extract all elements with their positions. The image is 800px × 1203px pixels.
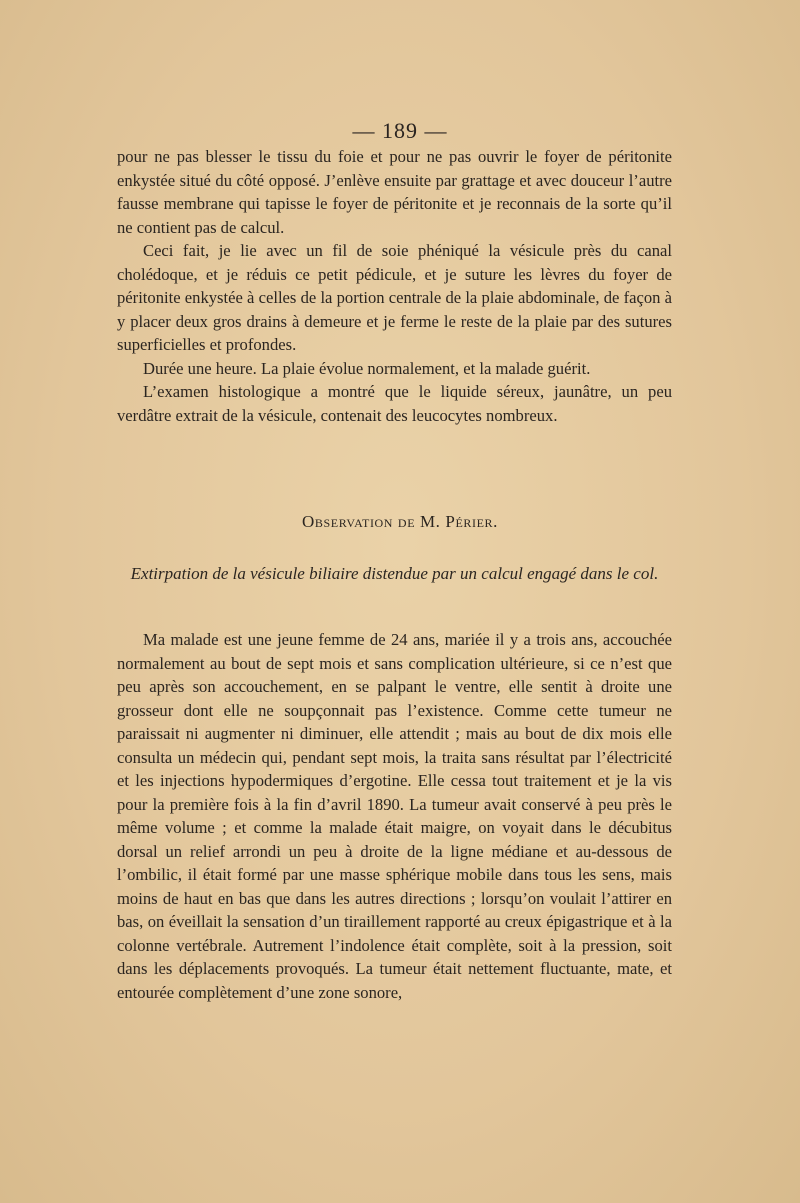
paragraph: L’examen histologique a montré que le liquide séreux, jaunâtre, un peu verdâtre extrait de la vésicule, contenait des leucocytes nombreux.	[117, 382, 672, 425]
observation-subtitle: Extirpation de la vésicule biliaire distendue par un calcul engagé dans le col.	[130, 564, 659, 583]
paragraph: pour ne pas blesser le tissu du foie et pour ne pas ouvrir le foyer de péritonite enkystée situé du côté opposé. J’enlève ensuite par grattage et avec douceur l’autre fausse membrane qui tapisse le foyer de péritonite et je reconnais de la sorte qu’il ne contient pas de calcul.	[117, 147, 672, 237]
top-text-block	[117, 145, 672, 427]
paragraph: Durée une heure. La plaie évolue normalement, et la malade guérit.	[143, 358, 591, 378]
bottom-text-block	[117, 628, 672, 1004]
observation-title: Observation de M. Périer.	[302, 512, 498, 531]
paragraph: Ma malade est une jeune femme de 24 ans, mariée il y a trois ans, accouchée normalement au bout de sept mois et sans complication ultérieure, si ce n’est que peu après son accouchement, en se palpant le ventre, elle sentit à droite une grosseur dont elle ne soupçonnait pas l’existence. Comme cette tumeur ne paraissait ni augmenter ni diminuer, elle attendit ; mais au bout de dix mois elle consulta un médecin qui, pendant sept mois, la traita sans résultat par l’électricité et les injections hypodermiques d’ergotine. Elle cessa tout traitement et je la vis pour la première fois à la fin d’avril 1890. La tumeur avait conservé à peu près le même volume ; et comme la malade était maigre, on voyait dans le décubitus dorsal un relief arrondi un peu à droite de la ligne médiane et au-dessous de l’ombilic, il était formé par une masse sphérique mobile dans tous les sens, mais moins de haut en bas que dans les autres directions ; lorsqu’on voulait l’attirer en bas, on éveillait la sensation d’un tiraillement rapporté au creux épigastrique et à la colonne vertébrale. Autrement l’indolence était complète, soit à la pression, soit dans les déplacements provoqués. La tumeur était nettement fluctuante, mate, et entourée complètement d’une zone sonore,	[117, 630, 672, 1002]
page-number: — 189 —	[352, 118, 448, 143]
paragraph: Ceci fait, je lie avec un fil de soie phéniqué la vésicule près du canal cholédoque, et je réduis ce petit pédicule, et je suture les lèvres du foyer de péritonite enkystée à celles de la portion centrale de la plaie abdominale, de façon à y placer deux gros drains à demeure et je ferme le reste de la plaie par des sutures superficielles et profondes.	[117, 241, 672, 354]
